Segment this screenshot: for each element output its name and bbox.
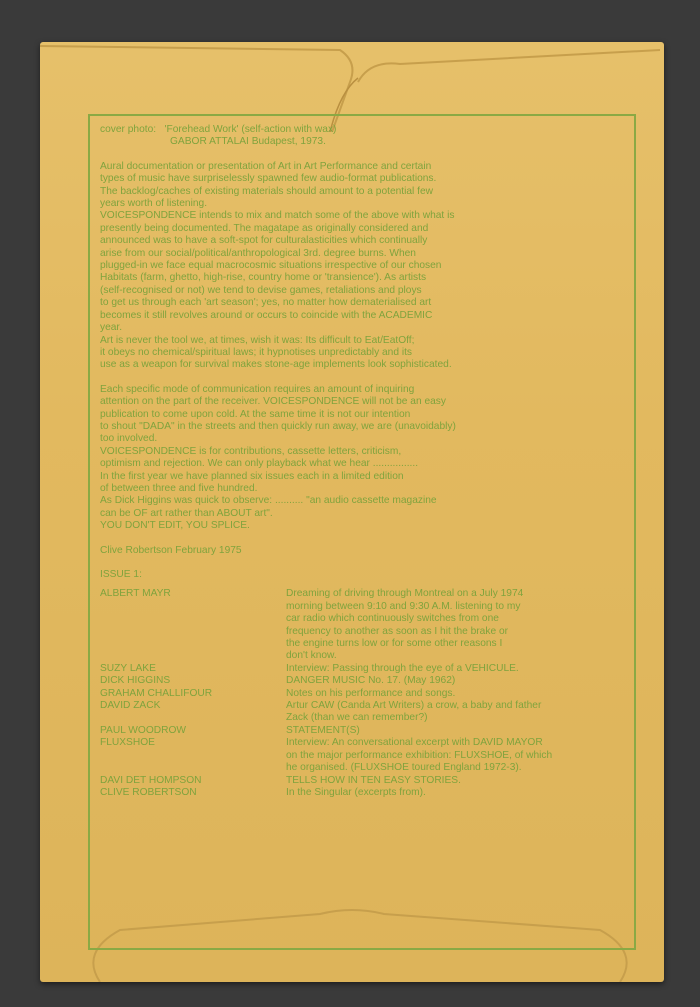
contributor-description <box>286 588 626 662</box>
paragraph-line: it obeys no chemical/spiritual laws; it hypnotises unpredictably and its <box>100 346 413 358</box>
paragraph-line: Habitats (farm, ghetto, high-rise, country home or 'transience'). As artists <box>100 272 427 284</box>
paragraph-line: VOICESPONDENCE intends to mix and match some of the above with what is <box>100 210 455 222</box>
contributor-name: GRAHAM CHALLIFOUR <box>100 687 213 699</box>
roster-row <box>100 775 626 787</box>
contributor-name: PAUL WOODROW <box>100 724 187 736</box>
description-line: don't know. <box>286 650 337 662</box>
cover-line <box>100 124 626 136</box>
paragraph-1 <box>100 161 626 372</box>
description-line: Interview: Passing through the eye of a VEHICULE. <box>286 662 519 674</box>
roster-row <box>100 700 626 725</box>
description-line: TELLS HOW IN TEN EASY STORIES. <box>286 774 461 786</box>
roster-row <box>100 787 626 799</box>
paragraph-line: to shout "DADA" in the streets and then quickly run away, we are (unavoidably) <box>100 420 456 432</box>
paragraph-2 <box>100 384 626 533</box>
contributor-description <box>286 737 626 774</box>
description-line: Dreaming of driving through Montreal on a July 1974 <box>286 588 524 600</box>
paragraph-line: optimism and rejection. We can only playback what we hear ................ <box>100 458 419 470</box>
contributor-name: DICK HIGGINS <box>100 675 171 687</box>
paragraph-line: Aural documentation or presentation of Art in Art Performance and certain <box>100 160 432 172</box>
description-line: on the major performance exhibition: FLUXSHOE, of which <box>286 749 553 761</box>
contributor-name: FLUXSHOE <box>100 737 155 749</box>
paragraph-line: The backlog/caches of existing materials should amount to a potential few <box>100 185 433 197</box>
contributor-description <box>286 775 626 787</box>
roster-row <box>100 737 626 774</box>
paragraph-line: Each specific mode of communication requires an amount of inquiring <box>100 383 415 395</box>
paragraph-line: years worth of listening. <box>100 198 208 210</box>
contributor-name: SUZY LAKE <box>100 662 156 674</box>
cover-label: cover photo: <box>100 124 157 135</box>
description-line: the engine turns low or for some other reasons I <box>286 638 503 650</box>
contributor-description <box>286 688 626 700</box>
paragraph-line: VOICESPONDENCE is for contributions, cassette letters, criticism, <box>100 445 402 457</box>
envelope <box>40 42 664 982</box>
contributor-description <box>286 787 626 799</box>
signature: Clive Robertson February 1975 <box>100 544 242 556</box>
paragraph-line: arise from our social/political/anthropological 3rd. degree burns. When <box>100 247 416 259</box>
roster-row <box>100 663 626 675</box>
roster-row <box>100 688 626 700</box>
description-line: Interview: An conversational excerpt with DAVID MAYOR <box>286 737 543 749</box>
text-block <box>100 124 626 799</box>
paragraph-line: plugged-in we face equal macrocosmic situations irrespective of our chosen <box>100 260 442 272</box>
description-line: Artur CAW (Canda Art Writers) a crow, a baby and father <box>286 700 542 712</box>
contributor-description <box>286 675 626 687</box>
contributor-description <box>286 725 626 737</box>
description-line: car radio which continuously switches from one <box>286 613 499 625</box>
paragraph-line: As Dick Higgins was quick to observe: .......... "an audio cassette magazine <box>100 495 437 507</box>
issue-label: ISSUE 1: <box>100 569 142 580</box>
description-line: Zack (than we can remember?) <box>286 712 428 724</box>
description-line: Notes on his performance and songs. <box>286 687 456 699</box>
paragraph-line: use as a weapon for survival makes stone-age implements look sophisticated. <box>100 359 452 371</box>
printed-text-panel <box>88 114 636 950</box>
contributor-name: ALBERT MAYR <box>100 588 171 600</box>
paragraph-line: can be OF art rather than ABOUT art". <box>100 507 273 519</box>
paragraph-line: Art is never the tool we, at times, wish it was: Its difficult to Eat/EatOff; <box>100 334 415 346</box>
contributor-name: DAVID ZACK <box>100 700 161 712</box>
roster-row <box>100 725 626 737</box>
paragraph-line: too involved. <box>100 433 158 445</box>
paragraph-line: YOU DON'T EDIT, YOU SPLICE. <box>100 520 250 532</box>
cover-title: 'Forehead Work' (self-action with wax) <box>164 124 337 135</box>
paragraph-line: In the first year we have planned six issues each in a limited edition <box>100 470 404 482</box>
paragraph-line: publication to come upon cold. At the same time it is not our intention <box>100 408 411 420</box>
description-line: he organised. (FLUXSHOE toured England 1972-3). <box>286 762 522 774</box>
description-line: morning between 9:10 and 9:30 A.M. listening to my <box>286 600 521 612</box>
issue-roster <box>100 588 626 799</box>
paragraph-line: year. <box>100 322 123 334</box>
paragraph-line: of between three and five hundred. <box>100 482 258 494</box>
paragraph-line: presently being documented. The magatape as originally considered and <box>100 222 429 234</box>
paragraph-line: becomes it still revolves around or occurs to coincide with the ACADEMIC <box>100 309 433 321</box>
contributor-description <box>286 700 626 725</box>
contributor-name: DAVI DET HOMPSON <box>100 774 202 786</box>
paragraph-line: types of music have surpriselessly spawned few audio-format publications. <box>100 173 437 185</box>
description-line: DANGER MUSIC No. 17. (May 1962) <box>286 675 456 687</box>
roster-row <box>100 675 626 687</box>
paragraph-line: announced was to have a soft-spot for culturalasticities which continually <box>100 235 428 247</box>
cover-credit: GABOR ATTALAI Budapest, 1973. <box>170 136 326 148</box>
contributor-name: CLIVE ROBERTSON <box>100 786 197 798</box>
paragraph-line: to get us through each 'art season'; yes, no matter how dematerialised art <box>100 297 432 309</box>
contributor-description <box>286 663 626 675</box>
description-line: STATEMENT(S) <box>286 724 360 736</box>
roster-row <box>100 588 626 662</box>
paragraph-line: (self-recognised or not) we tend to devise games, retaliations and ploys <box>100 284 422 296</box>
description-line: In the Singular (excerpts from). <box>286 786 426 798</box>
paragraph-line: attention on the part of the receiver. VOICESPONDENCE will not be an easy <box>100 396 446 408</box>
description-line: frequency to another as soon as I hit the brake or <box>286 625 508 637</box>
